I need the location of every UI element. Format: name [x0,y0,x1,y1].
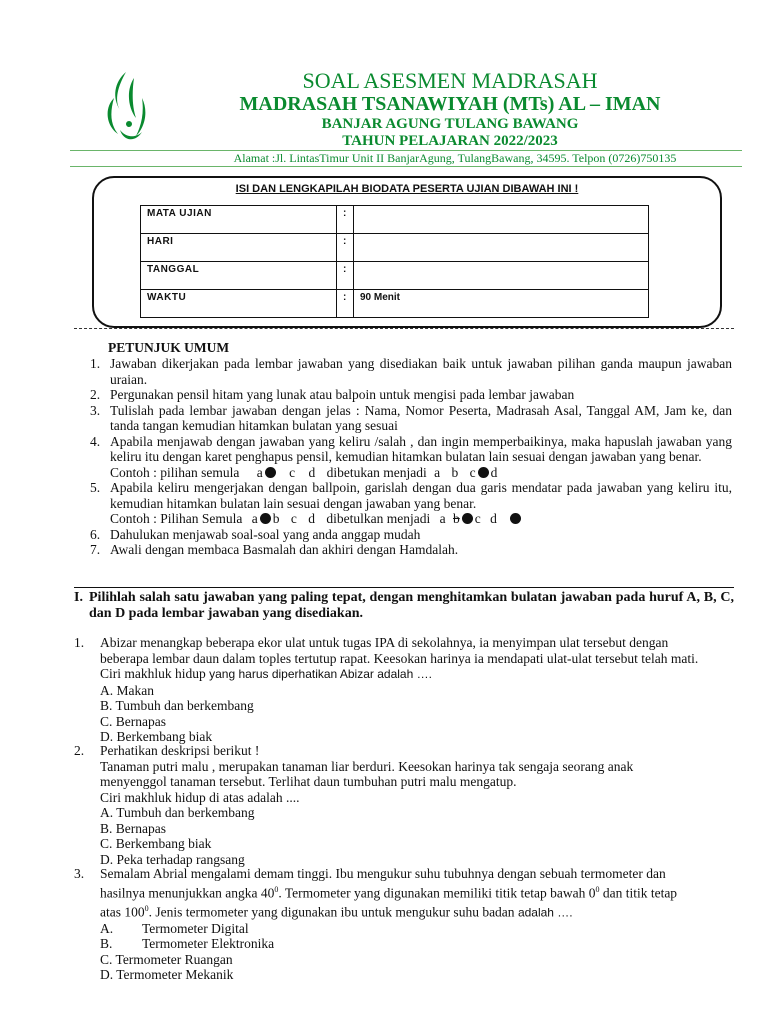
option[interactable]: C. Berkembang biak [100,836,212,851]
option[interactable]: D. Termometer Mekanik [100,967,234,982]
biodata-sep: : [337,234,354,262]
option[interactable]: B. Bernapas [100,820,166,836]
option[interactable]: D. Peka terhadap rangsang [100,851,245,867]
biodata-sep: : [337,262,354,290]
option[interactable]: C. Termometer Ruangan [100,951,233,967]
petunjuk-title: PETUNJUK UMUM [108,340,230,355]
petunjuk-item: 3. Tulislah pada lembar jawaban dengan jelas : Nama, Nomor Peserta, Madrasah Asal, Tanggal AM, Jam ke, dan tanda tangan kemudian hitamkan bulatan yang sesuai [90,402,732,433]
biodata-row [141,262,649,290]
question-3: 3. Semalam Abrial mengalami demam tinggi. Ibu mengukur suhu tubuhnya dengan sebuah termometer dan hasilnya menunjukkan angka $40^0$. Termometer yang digunakan memiliki titik tetap bawah $0^0$ dan titik tetap atas $100^0$. Jenis termometer yang digunakan ibu untuk mengukur suhu badan adalah …. A. Termometer Digital B. Termometer Elektronika C. Termometer Ruangan D. Termometer Mekanik [74,866,734,983]
option[interactable]: B. Termometer Elektronika [100,936,275,951]
section-rule [74,587,734,588]
biodata-sep: : [337,206,354,234]
header-divider-bottom [70,166,742,167]
petunjuk-item: 6. Dahulukan menjawab soal-soal yang anda anggap mudah [90,526,421,542]
crossed-bubble-icon [462,513,473,524]
filled-bubble-icon [510,513,521,524]
option[interactable]: C. Bernapas [100,713,166,729]
question-1: 1. Abizar menangkap beberapa ekor ulat untuk tugas IPA di sekolahnya, ia menyimpan ulat tersebut dengan beberapa lembar daun dalam toples tertutup rapat. Keesokan harinya ia mendapati ulat-ulat tersebut telah mati. Ciri makhluk hidup yang harus diperhatikan Abizar adalah …. A. Makan B. Tumbuh dan berkembang C. Bernapas D. Berkembang biak [74,635,734,745]
biodata-sep: : [337,290,354,318]
biodata-label: HARI [141,234,337,262]
biodata-label: MATA UJIAN [141,206,337,234]
title-year: TAHUN PELAJARAN 2022/2023 [342,133,558,149]
address-line: Alamat :Jl. LintasTimur Unit II BanjarAgung, TulangBawang, 34595. Telpon (0726)750135 [233,151,677,165]
petunjuk-list [90,356,732,558]
petunjuk-item: 7. Awali dengan membaca Basmalah dan akhiri dengan Hamdalah. [90,542,459,557]
biodata-value-field[interactable] [354,206,649,234]
biodata-row [141,206,649,234]
biodata-value-field[interactable]: 90 Menit [354,290,649,318]
petunjuk-item: 2. Pergunakan pensil hitam yang lunak atau balpoin untuk mengisi pada lembar jawaban [90,387,575,402]
title-location: BANJAR AGUNG TULANG BAWANG [321,116,579,132]
biodata-label: TANGGAL [141,262,337,290]
question-2: 2. Perhatikan deskripsi berikut ! Tanaman putri malu , merupakan tanaman liar berduri. Keesokan harinya tak sengaja seorang anak menyenggol tanaman tersebut. Terlihat daun tumbuhan putri malu mengatup. Ciri makhluk hidup di atas adalah .... A. Tumbuh dan berkembang B. Bernapas C. Berkembang biak D. Peka terhadap rangsang [74,743,734,867]
petunjuk-item: 1. Jawaban dikerjakan pada lembar jawaban yang disediakan baik untuk jawaban pilihan ganda maupun jawaban uraian. [90,356,732,387]
filled-bubble-icon [265,467,276,478]
option[interactable]: B. Tumbuh dan berkembang [100,698,254,713]
filled-bubble-icon [260,513,271,524]
biodata-row [141,234,649,262]
biodata-value-field[interactable] [354,234,649,262]
biodata-table [140,205,649,318]
option[interactable]: A. Makan [100,682,154,698]
biodata-row [141,290,649,318]
title-madrasah: MADRASAH TSANAWIYAH (MTs) AL – IMAN [239,93,661,115]
madrasah-logo [96,68,158,148]
example-4: Contoh : pilihan semula a c d dibetukan menjadi a b c d [110,464,498,480]
title-asesmen: SOAL ASESMEN MADRASAH [302,68,598,93]
petunjuk-item: 5. Apabila keliru mengerjakan dengan ballpoin, garislah dengan dua garis mendatar pada jawaban yang keliru itu, kemudian hitamkan bulatan lain sesuai dengan jawaban yang benar. [90,480,732,511]
biodata-label: WAKTU [141,290,337,318]
option[interactable]: A. Tumbuh dan berkembang [100,805,255,820]
option[interactable]: A. Termometer Digital [100,920,249,936]
biodata-heading: ISI DAN LENGKAPILAH BIODATA PESERTA UJIAN DIBAWAH INI ! [235,183,579,195]
option[interactable]: D. Berkembang biak [100,729,213,744]
section-instruction: I. Pilihlah salah satu jawaban yang paling tepat, dengan menghitamkan bulatan jawaban pada huruf A, B, C, dan D pada lembar jawaban yang disediakan. [74,590,734,621]
dashed-separator [74,328,734,329]
filled-bubble-icon [478,467,489,478]
petunjuk-item: 4. Apabila menjawab dengan jawaban yang keliru /salah , dan ingin memperbaikinya, maka hapuslah jawaban yang keliru itu dengan karet penghapus pensil, kemudian hitamkan bulatan lain sesuai dengan jawaban yang benar. [90,433,732,464]
biodata-value-field[interactable] [354,262,649,290]
example-5: Contoh : Pilihan Semula a b c d dibetulkan menjadi a b c d [90,511,732,527]
